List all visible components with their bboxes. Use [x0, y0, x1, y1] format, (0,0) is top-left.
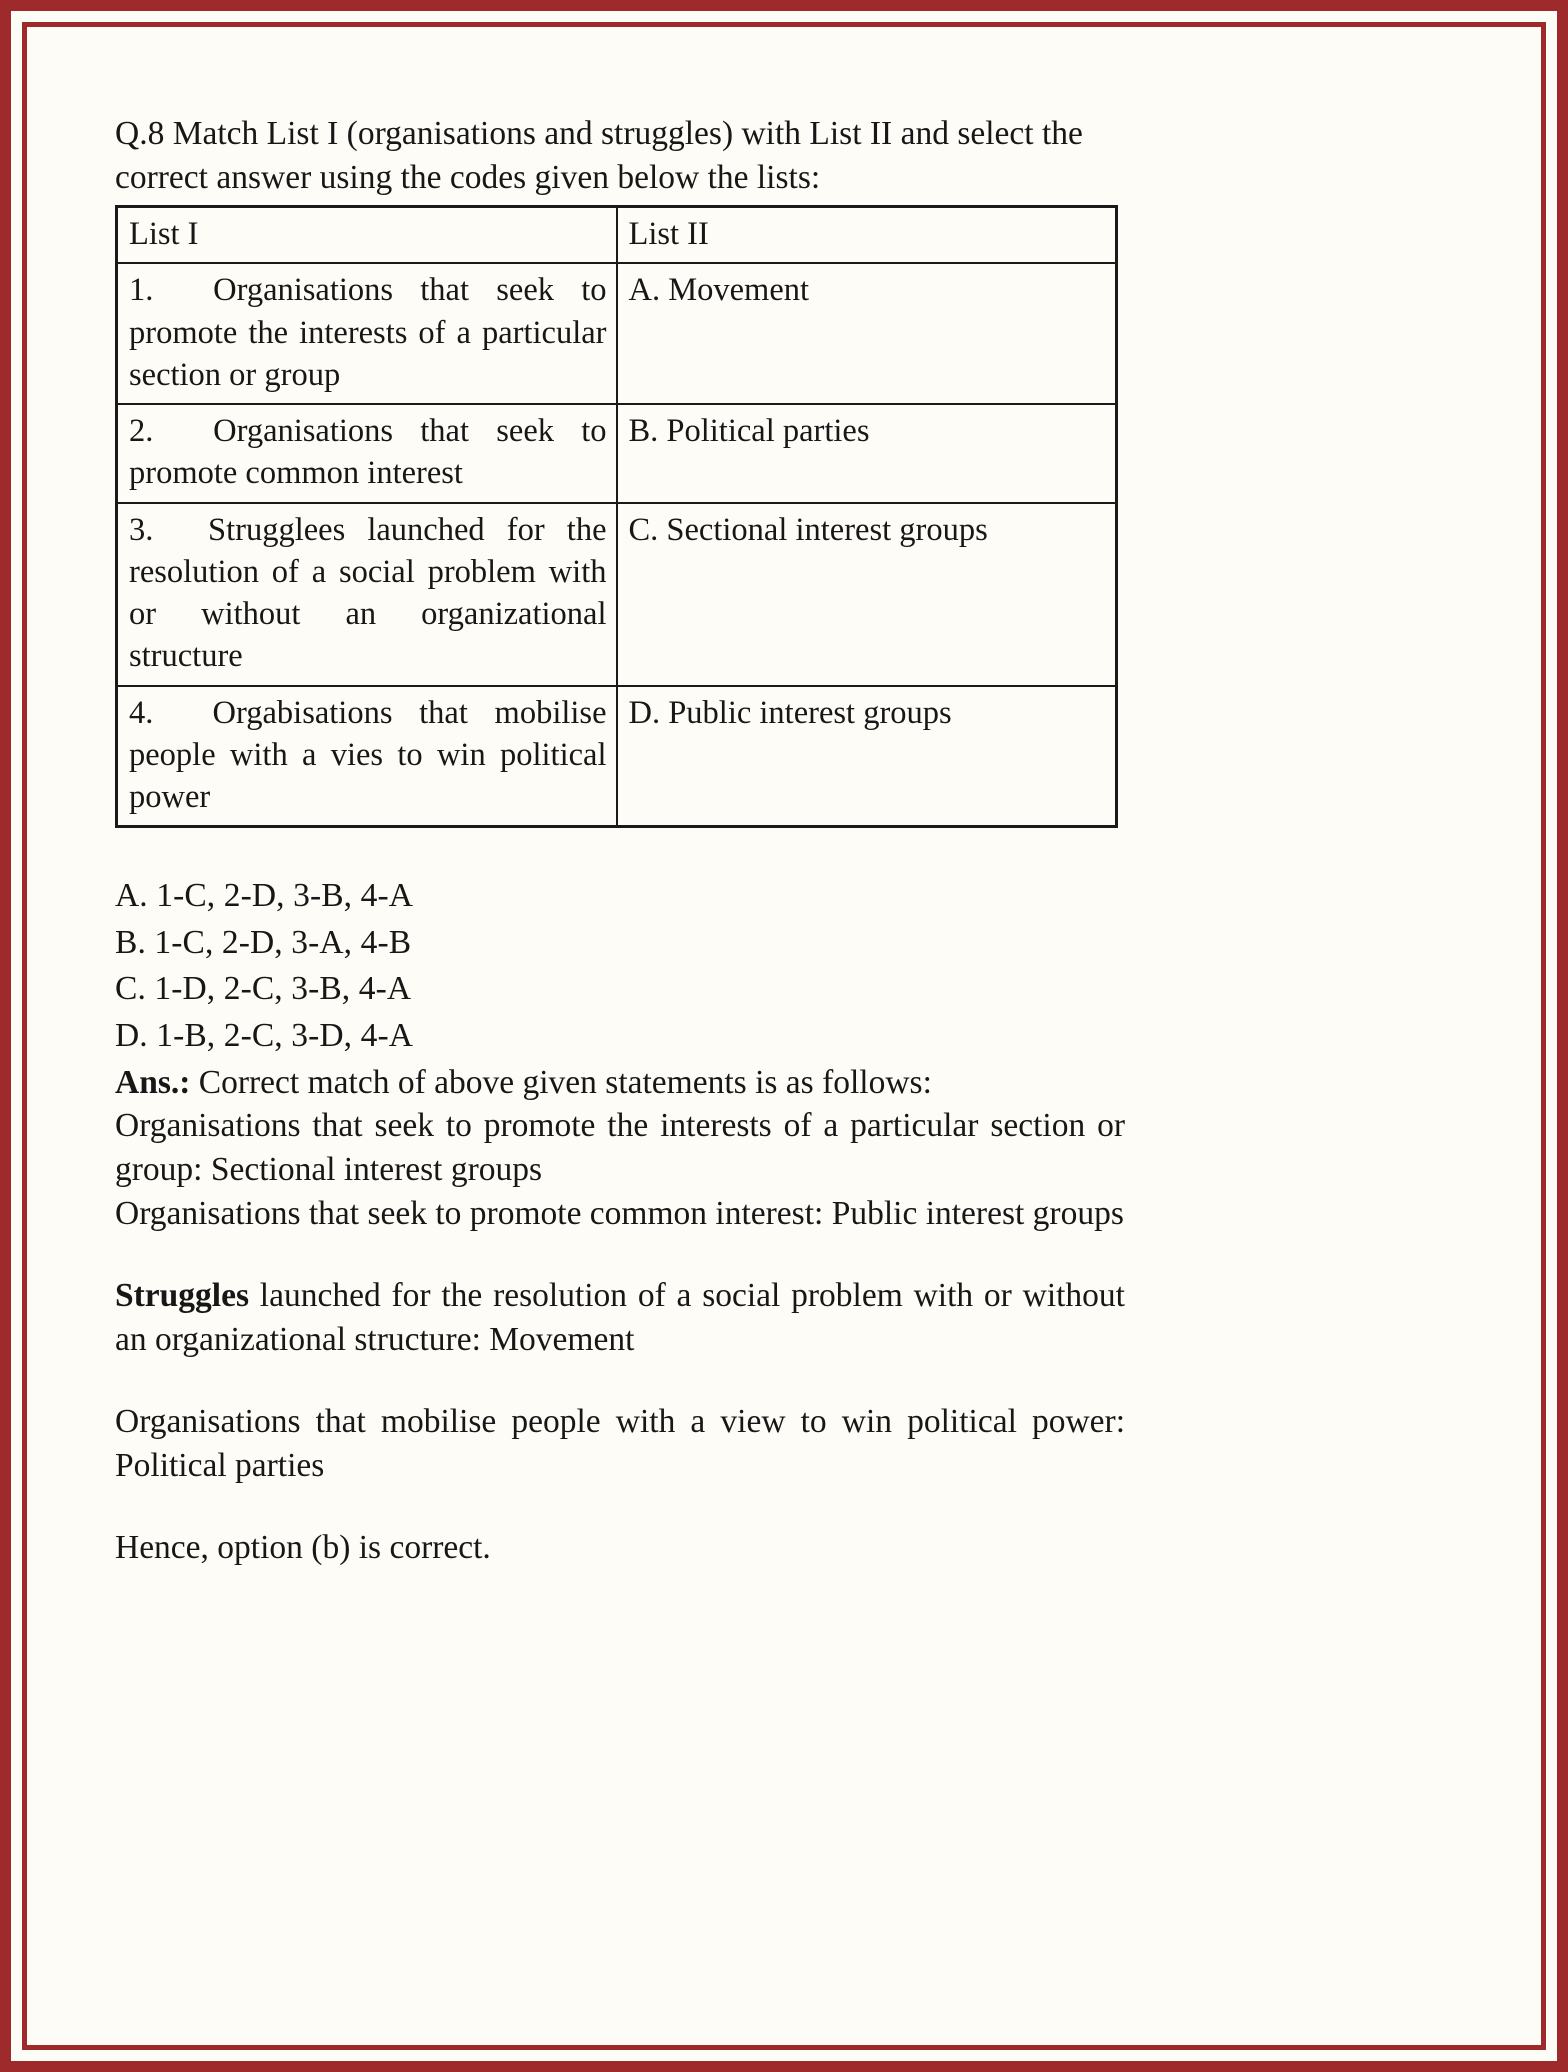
table-row — [117, 686, 1117, 827]
list1-item-text-1: Organisations that seek to promote the interests of a particular section or group — [129, 272, 607, 393]
table-header-list-2: List II — [617, 207, 1117, 264]
paragraph-spacer — [115, 1362, 1125, 1400]
answer-options-list — [115, 874, 1125, 1057]
list1-item-number-1: 1. — [129, 272, 186, 309]
list2-cell-3: C. Sectional interest groups — [617, 503, 1117, 686]
list1-item-number-3: 3. — [129, 511, 186, 548]
question-line-1: Q.8 Match List I (organisations and struggles) with List II and select the — [115, 115, 1083, 152]
table-row — [117, 503, 1117, 686]
question-intro — [115, 112, 1125, 199]
answer-conclusion: Hence, option (b) is correct. — [115, 1528, 491, 1566]
list2-cell-2: B. Political parties — [617, 404, 1117, 503]
list1-item-text-4: Orgabisations that mobilise people with a vies to win political power — [129, 694, 607, 816]
list1-item-number-2: 2. — [129, 413, 186, 450]
list1-item-text-3: Strugglees launched for the resolution of a social problem with or without an organizational structure — [129, 511, 607, 675]
table-row — [117, 404, 1117, 503]
answer-paragraph-3-keyword: Struggles — [115, 1277, 249, 1315]
answer-paragraph-3-text: launched for the resolution of a social problem with or without an organizational structure: Movement — [115, 1277, 1125, 1358]
document-content — [115, 112, 1125, 1569]
list1-cell-4 — [117, 686, 617, 827]
page-inner-border — [22, 22, 1546, 2050]
paragraph-spacer — [115, 1236, 1125, 1274]
list1-cell-3 — [117, 503, 617, 686]
answer-paragraph-1: Organisations that seek to promote the interests of a particular section or group: Sectional interest groups — [115, 1107, 1125, 1189]
answer-label: Ans.: — [115, 1063, 191, 1101]
answer-intro-text: Correct match of above given statements is as follows: — [198, 1063, 932, 1101]
table-header-row — [117, 207, 1117, 264]
list1-cell-1 — [117, 263, 617, 404]
list1-cell-2 — [117, 404, 617, 503]
match-list-table — [115, 205, 1118, 828]
answer-paragraph-2: Organisations that seek to promote common interest: Public interest groups — [115, 1195, 1124, 1233]
list2-cell-1: A. Movement — [617, 263, 1117, 404]
list1-item-number-4: 4. — [129, 694, 186, 731]
table-header-list-1: List I — [117, 207, 617, 264]
question-line-2: correct answer using the codes given below the lists: — [115, 158, 821, 196]
option-d[interactable]: D. 1-B, 2-C, 3-D, 4-A — [115, 1016, 413, 1054]
answer-paragraph-3 — [115, 1274, 1125, 1362]
paragraph-spacer — [115, 1488, 1125, 1526]
list1-item-text-2: Organisations that seek to promote common interest — [129, 413, 607, 492]
option-c[interactable]: C. 1-D, 2-C, 3-B, 4-A — [115, 970, 412, 1008]
option-b[interactable]: B. 1-C, 2-D, 3-A, 4-B — [115, 923, 412, 961]
answer-intro-line — [115, 1061, 1125, 1105]
answer-paragraph-4: Organisations that mobilise people with a view to win political power: Political parties — [115, 1402, 1125, 1484]
list2-cell-4: D. Public interest groups — [617, 686, 1117, 827]
table-row — [117, 263, 1117, 404]
option-a[interactable]: A. 1-C, 2-D, 3-B, 4-A — [115, 877, 413, 915]
